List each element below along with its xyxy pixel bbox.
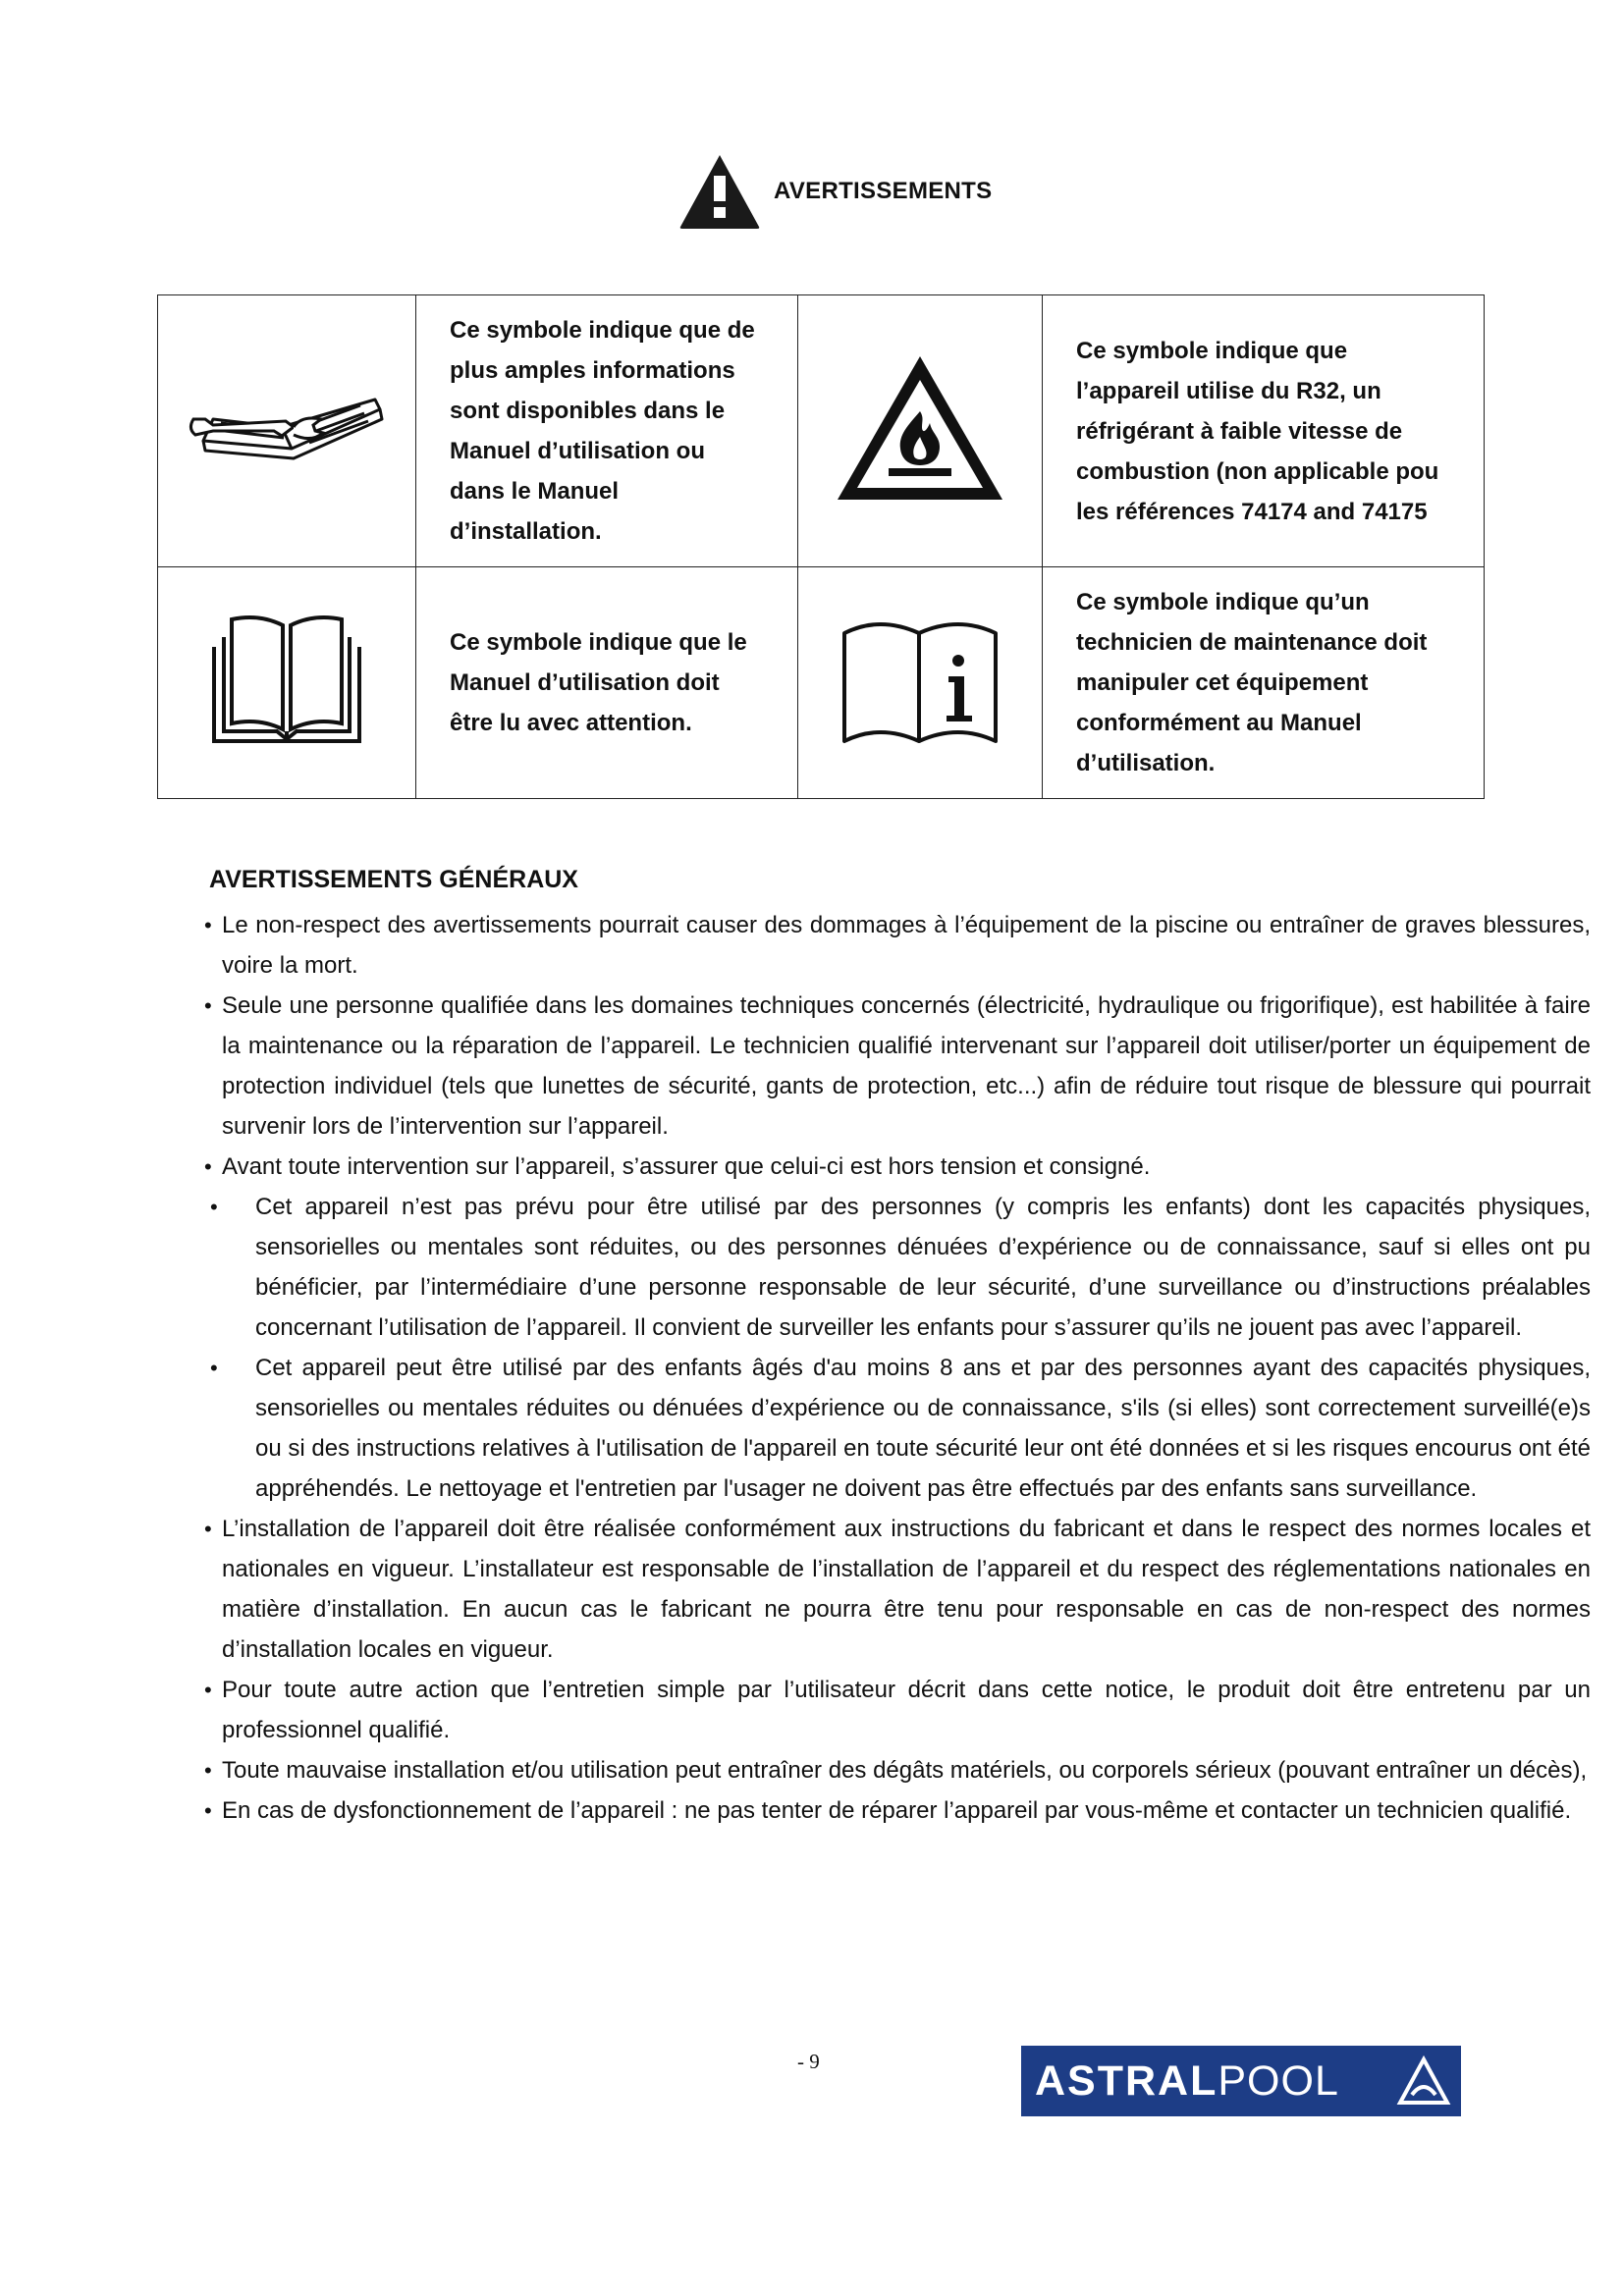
flammable-warning-icon [832,350,1008,507]
book-wrench-icon [184,380,390,478]
symbols-table [157,294,1485,799]
warning-item: • Cet appareil peut être utilisé par des enfants âgés d'au moins 8 ans et par des personnes ayant des capacités physiques, sensorielles ou mentales réduites ou dénuées d’expérience ou de connaissance, s'ils (si elles) sont correctement surveillé(e)s ou si des instructions relatives à l'utilisation de l'appareil en toute sécurité leur ont été données et si les risques encourus ont été appréhendés. Le nettoyage et l'entretien par l'usager ne doivent pas être effectués par des enfants sans surveillance. [208,1348,1591,1509]
symbol-cell-technician [798,567,1043,799]
warning-item: • En cas de dysfonctionnement de l’appareil : ne pas tenter de réparer l’appareil par vous-même et contacter un technicien qualifié. [208,1790,1591,1831]
astralpool-logo [1021,2046,1461,2116]
symbol-cell-manual-info [158,295,416,567]
symbol-cell-read-manual [158,567,416,799]
general-warnings-list [208,905,1591,1831]
symbol-description-manual-info: Ce symbole indique que de plus amples informations sont disponibles dans le Manuel d’utilisation ou dans le Manuel d’installation. [416,295,798,567]
page-number: - 9 [797,2050,820,2073]
warning-item: • Avant toute intervention sur l’appareil, s’assurer que celui-ci est hors tension et consigné. [208,1147,1591,1187]
logo-text: ASTRALPOOL [1035,2056,1339,2105]
warning-item: • Pour toute autre action que l’entretien simple par l’utilisateur décrit dans cette notice, le produit doit être entretenu par un professionnel qualifié. [208,1670,1591,1750]
symbol-description-technician: Ce symbole indique qu’un technicien de maintenance doit manipuler cet équipement conformément au Manuel d’utilisation. [1043,567,1485,799]
warning-item: • Toute mauvaise installation et/ou utilisation peut entraîner des dégâts matériels, ou corporels sérieux (pouvant entraîner un décès), [208,1750,1591,1790]
warning-item: • Le non-respect des avertissements pourrait causer des dommages à l’équipement de la piscine ou entraîner de graves blessures, voire la mort. [208,905,1591,986]
warning-item: • Seule une personne qualifiée dans les domaines techniques concernés (électricité, hydraulique ou frigorifique), est habilitée à faire la maintenance ou la réparation de l’appareil. Le technicien qualifié intervenant sur l’appareil doit utiliser/porter un équipement de protection individuel (tels que lunettes de sécurité, gants de protection, etc...) afin de réduire tout risque de blessure qui pourrait survenir lors de l’intervention sur l’appareil. [208,986,1591,1147]
symbol-description-flammable: Ce symbole indique que l’appareil utilise du R32, un réfrigérant à faible vitesse de combustion (non applicable pou les références 74174 and 74175 [1043,295,1485,567]
warning-item: • Cet appareil n’est pas prévu pour être utilisé par des personnes (y compris les enfants) dont les capacités physiques, sensorielles ou mentales sont réduites, ou des personnes dénuées d’expérience ou de connaissance, sauf si elles ont pu bénéficier, par l’intermédiaire d’une personne responsable de leur sécurité, d’une surveillance ou d’instructions préalables concernant l’utilisation de l’appareil. Il convient de surveiller les enfants pour s’assurer qu’ils ne jouent pas avec l’appareil. [208,1187,1591,1348]
page-header [677,152,992,231]
warning-item: • L’installation de l’appareil doit être réalisée conformément aux instructions du fabricant et dans le respect des normes locales et nationales en vigueur. L’installateur est responsable de l’installation de l’appareil et du respect des réglementations nationales en matière d’installation. En aucun cas le fabricant ne pourra être tenu pour responsable en cas de non-respect des normes d’installation locales en vigueur. [208,1509,1591,1670]
warning-icon [677,152,762,231]
symbol-description-read-manual: Ce symbole indique que le Manuel d’utilisation doit être lu avec attention. [416,567,798,799]
astralpool-mark-icon [1396,2056,1451,2107]
open-book-icon [208,612,365,749]
symbol-cell-flammable [798,295,1043,567]
page-title: AVERTISSEMENTS [774,178,993,204]
book-info-icon [837,612,1003,749]
section-title-general-warnings: AVERTISSEMENTS GÉNÉRAUX [209,866,578,893]
